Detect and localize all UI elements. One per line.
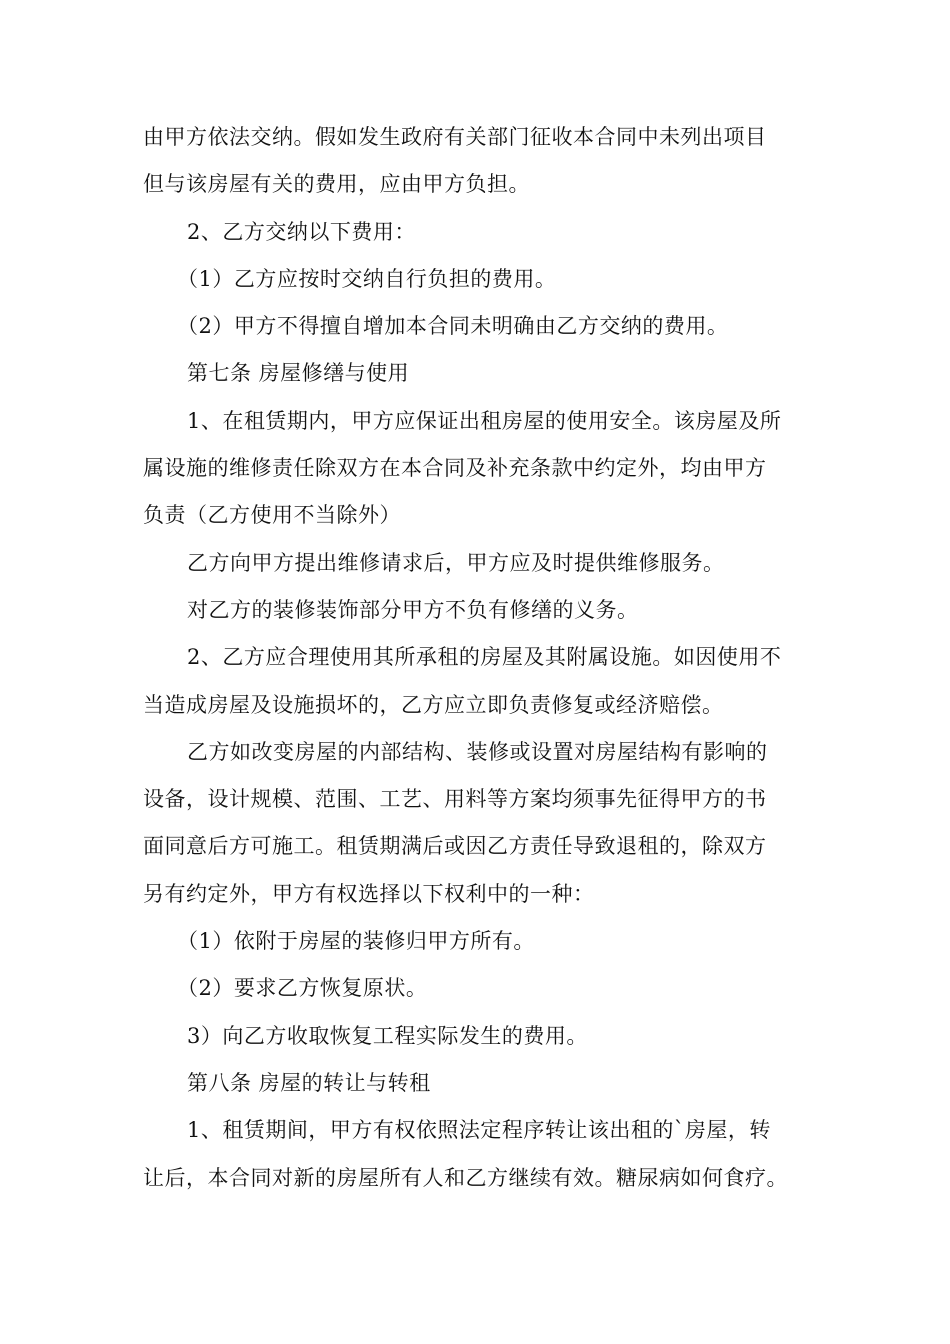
paragraph-line: （2）甲方不得擅自增加本合同未明确由乙方交纳的费用。	[177, 314, 729, 339]
paragraph-line: 负责（乙方使用不当除外）	[143, 503, 401, 528]
paragraph-line: 当造成房屋及设施损坏的，乙方应立即负责修复或经济赔偿。	[143, 692, 724, 717]
contract-body	[143, 118, 823, 1206]
paragraph-line: 乙方如改变房屋的内部结构、装修或设置对房屋结构有影响的	[187, 739, 768, 764]
paragraph-line: （2）要求乙方恢复原状。	[177, 976, 428, 1001]
section-heading: 第八条 房屋的转让与转租	[187, 1070, 431, 1095]
paragraph-line: 属设施的维修责任除双方在本合同及补充条款中约定外，均由甲方	[143, 456, 767, 481]
paragraph-line: （1）依附于房屋的装修归甲方所有。	[177, 929, 535, 954]
paragraph-line: 1、在租赁期内，甲方应保证出租房屋的使用安全。该房屋及所	[187, 408, 782, 433]
section-heading: 第七条 房屋修缮与使用	[187, 361, 410, 386]
paragraph-line: 面同意后方可施工。租赁期满后或因乙方责任导致退租的，除双方	[143, 834, 767, 859]
paragraph-line: 让后，本合同对新的房屋所有人和乙方继续有效。糖尿病如何食疗。	[143, 1165, 788, 1190]
paragraph-line: 但与该房屋有关的费用，应由甲方负担。	[143, 172, 530, 197]
paragraph-line: 2、乙方交纳以下费用：	[187, 219, 416, 244]
paragraph-line: 另有约定外，甲方有权选择以下权利中的一种：	[143, 881, 595, 906]
paragraph-line: 3）向乙方收取恢复工程实际发生的费用。	[187, 1023, 588, 1048]
paragraph-line: 由甲方依法交纳。假如发生政府有关部门征收本合同中未列出项目	[143, 125, 767, 149]
paragraph-line: 1、租赁期间，甲方有权依照法定程序转让该出租的`房屋，转	[187, 1118, 771, 1143]
paragraph-line: 2、乙方应合理使用其所承租的房屋及其附属设施。如因使用不	[187, 645, 782, 670]
paragraph-line: 设备，设计规模、范围、工艺、用料等方案均须事先征得甲方的书	[143, 787, 767, 812]
paragraph-line: 乙方向甲方提出维修请求后，甲方应及时提供维修服务。	[187, 550, 725, 575]
paragraph-line: （1）乙方应按时交纳自行负担的费用。	[177, 266, 557, 291]
paragraph-line: 对乙方的装修装饰部分甲方不负有修缮的义务。	[187, 597, 639, 622]
